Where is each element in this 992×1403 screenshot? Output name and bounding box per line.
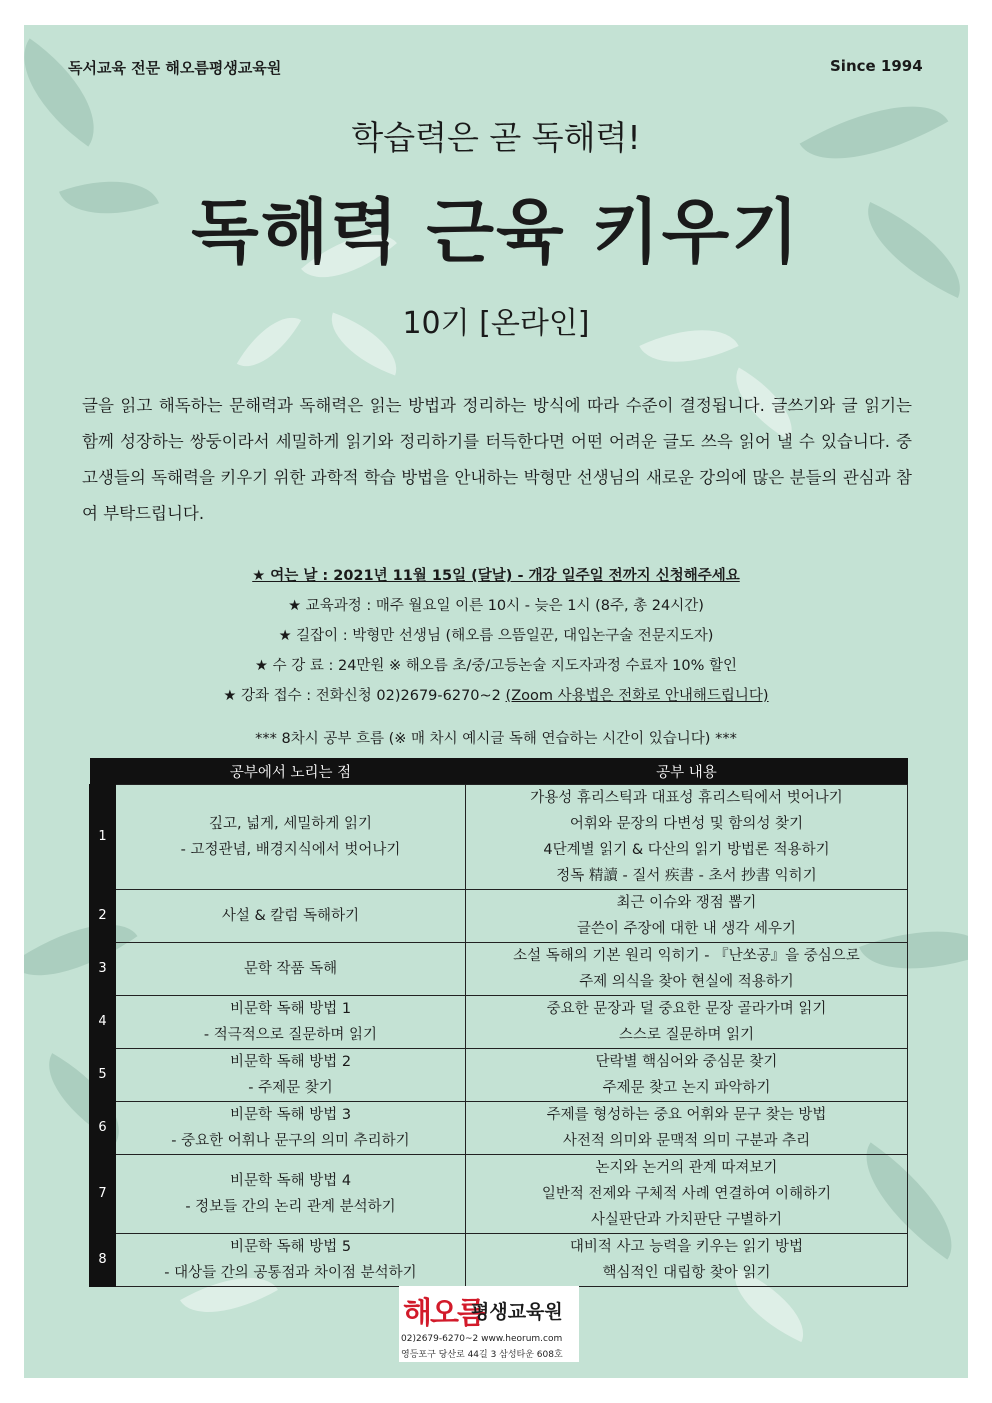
content-line: 단락별 핵심어와 중심문 찾기 [595,1054,778,1070]
row-number: 5 [90,1049,116,1102]
table-row [90,1155,908,1234]
row-content [466,1234,908,1287]
table-row [90,996,908,1049]
goal-line: - 정보들 간의 논리 관계 분석하기 [185,1199,396,1215]
row-goal [116,1049,466,1102]
content-line: 사실판단과 가치판단 구별하기 [590,1212,783,1228]
content-line: 일반적 전제와 구체적 사례 연결하여 이해하기 [541,1186,832,1202]
row-goal [116,943,466,996]
hero-subtitle: 학습력은 곧 독해력! [351,118,641,157]
content-line: 주제를 형성하는 중요 어휘와 문구 찾는 방법 [546,1107,827,1123]
hero-edition: 10기 [온라인] [402,306,590,341]
goal-line: - 고정관념, 배경지식에서 벗어나기 [180,842,401,858]
content-line: 4단계별 읽기 & 다산의 읽기 방법론 적용하기 [543,842,830,858]
content-line: 사전적 의미와 문맥적 의미 구분과 추리 [562,1133,811,1149]
row-number: 4 [90,996,116,1049]
info-registration [0,684,992,705]
info-instructor: ★ 길잡이 : 박형만 선생님 (해오름 으뜸일꾼, 대입논구술 전문지도자) [278,628,714,644]
row-content [466,890,908,943]
row-number: 3 [90,943,116,996]
info-fee: ★ 수 강 료 : 24만원 ※ 해오름 초/중/고등논술 지도자과정 수료자 10% 할인 [255,658,737,674]
intro-paragraph: 글을 읽고 해독하는 문해력과 독해력은 읽는 방법과 정리하는 방식에 따라 수준이 결정됩니다. 글쓰기와 글 읽기는 함께 성장하는 쌍둥이라서 세밀하게 읽기와 정리하기를 터득한다면 어떤 어려운 글도 쓰윽 읽어 낼 수 있습니다. 중고생들의 독해력을 키우기 위한 과학적 학습 방법을 안내하는 박형만 선생님의 새로운 강의에 많은 분들의 관심과 참여 부탁드립니다. [82,396,912,523]
content-line: 정독 精讀 - 질서 疾書 - 초서 抄書 익히기 [556,868,817,884]
flow-title: *** 8차시 공부 흐름 (※ 매 차시 예시글 독해 연습하는 시간이 있습니다) *** [255,731,737,747]
content-line: 가용성 휴리스틱과 대표성 휴리스틱에서 벗어나기 [530,790,843,806]
table-row [90,785,908,890]
row-content [466,943,908,996]
goal-line: 비문학 독해 방법 1 [229,1001,352,1017]
goal-line: - 중요한 어휘나 문구의 의미 추리하기 [171,1133,410,1149]
content-line: 핵심적인 대립항 찾아 읽기 [602,1265,771,1281]
row-number: 7 [90,1155,116,1234]
row-goal [116,1102,466,1155]
content-line: 논지와 논거의 관계 따져보기 [595,1160,778,1176]
header-since: Since 1994 [830,57,923,75]
header-organization: 독서교육 전문 해오름평생교육원 [68,59,282,77]
content-line: 스스로 질문하며 읽기 [618,1027,755,1043]
row-number: 6 [90,1102,116,1155]
row-content [466,1155,908,1234]
table-header-row [90,758,908,785]
table-header-num [90,758,116,785]
content-line: 주제문 찾고 논지 파악하기 [602,1080,771,1096]
table-header-goal: 공부에서 노리는 점 [116,758,466,785]
curriculum-table [89,758,908,1287]
content-line: 최근 이슈와 쟁점 뽑기 [616,895,757,911]
row-goal [116,890,466,943]
content-line: 글쓴이 주장에 대한 내 생각 세우기 [576,921,797,937]
row-content [466,1102,908,1155]
row-goal [116,1155,466,1234]
row-content [466,1049,908,1102]
table-header-content: 공부 내용 [466,758,908,785]
content-line: 소설 독해의 기본 원리 익히기 - 『난쏘공』을 중심으로 [513,948,860,964]
row-goal [116,1234,466,1287]
info-registration-prefix: ★ 강좌 접수 : 전화신청 02)2679-6270~2 [223,688,506,704]
logo-address: 영등포구 당산로 44길 3 삼성타운 608호 [401,1350,563,1360]
logo-mark: 해오름 [403,1296,484,1331]
content-line: 어휘와 문장의 다변성 및 함의성 찾기 [569,816,804,832]
goal-line: 비문학 독해 방법 2 [229,1054,352,1070]
hero-title: 독해력 근육 키우기 [191,191,801,273]
table-row [90,1102,908,1155]
goal-line: - 주제문 찾기 [248,1080,333,1096]
row-content [466,785,908,890]
content-line: 중요한 문장과 덜 중요한 문장 골라가며 읽기 [546,1001,827,1017]
row-goal [116,996,466,1049]
table-row [90,943,908,996]
goal-line: 비문학 독해 방법 4 [229,1173,352,1189]
row-number: 2 [90,890,116,943]
table-row [90,1049,908,1102]
table-row [90,890,908,943]
goal-line: 문학 작품 독해 [243,961,338,977]
content-line: 대비적 사고 능력을 키우는 읽기 방법 [569,1239,804,1255]
goal-line: - 적극적으로 질문하며 읽기 [203,1027,378,1043]
row-content [466,996,908,1049]
logo-box [399,1286,579,1362]
goal-line: 비문학 독해 방법 3 [229,1107,352,1123]
info-opening: ★ 여는 날 : 2021년 11월 15일 (달날) - 개강 일주일 전까지 신청해주세요 [252,568,740,584]
info-course: ★ 교육과정 : 매주 월요일 이른 10시 - 늦은 1시 (8주, 총 24시간) [288,598,704,614]
logo-name: 평생교육원 [471,1301,563,1323]
info-registration-note: (Zoom 사용법은 전화로 안내해드립니다) [505,688,769,704]
goal-line: 사설 & 칼럼 독해하기 [221,908,360,924]
row-number: 8 [90,1234,116,1287]
table-row [90,1234,908,1287]
goal-line: 비문학 독해 방법 5 [229,1239,352,1255]
content-line: 주제 의식을 찾아 현실에 적용하기 [579,974,794,990]
row-goal [116,785,466,890]
logo-contact: 02)2679-6270~2 www.heorum.com [401,1334,563,1344]
goal-line: - 대상들 간의 공통점과 차이점 분석하기 [164,1265,417,1281]
row-number: 1 [90,785,116,890]
goal-line: 깊고, 넓게, 세밀하게 읽기 [208,816,373,832]
